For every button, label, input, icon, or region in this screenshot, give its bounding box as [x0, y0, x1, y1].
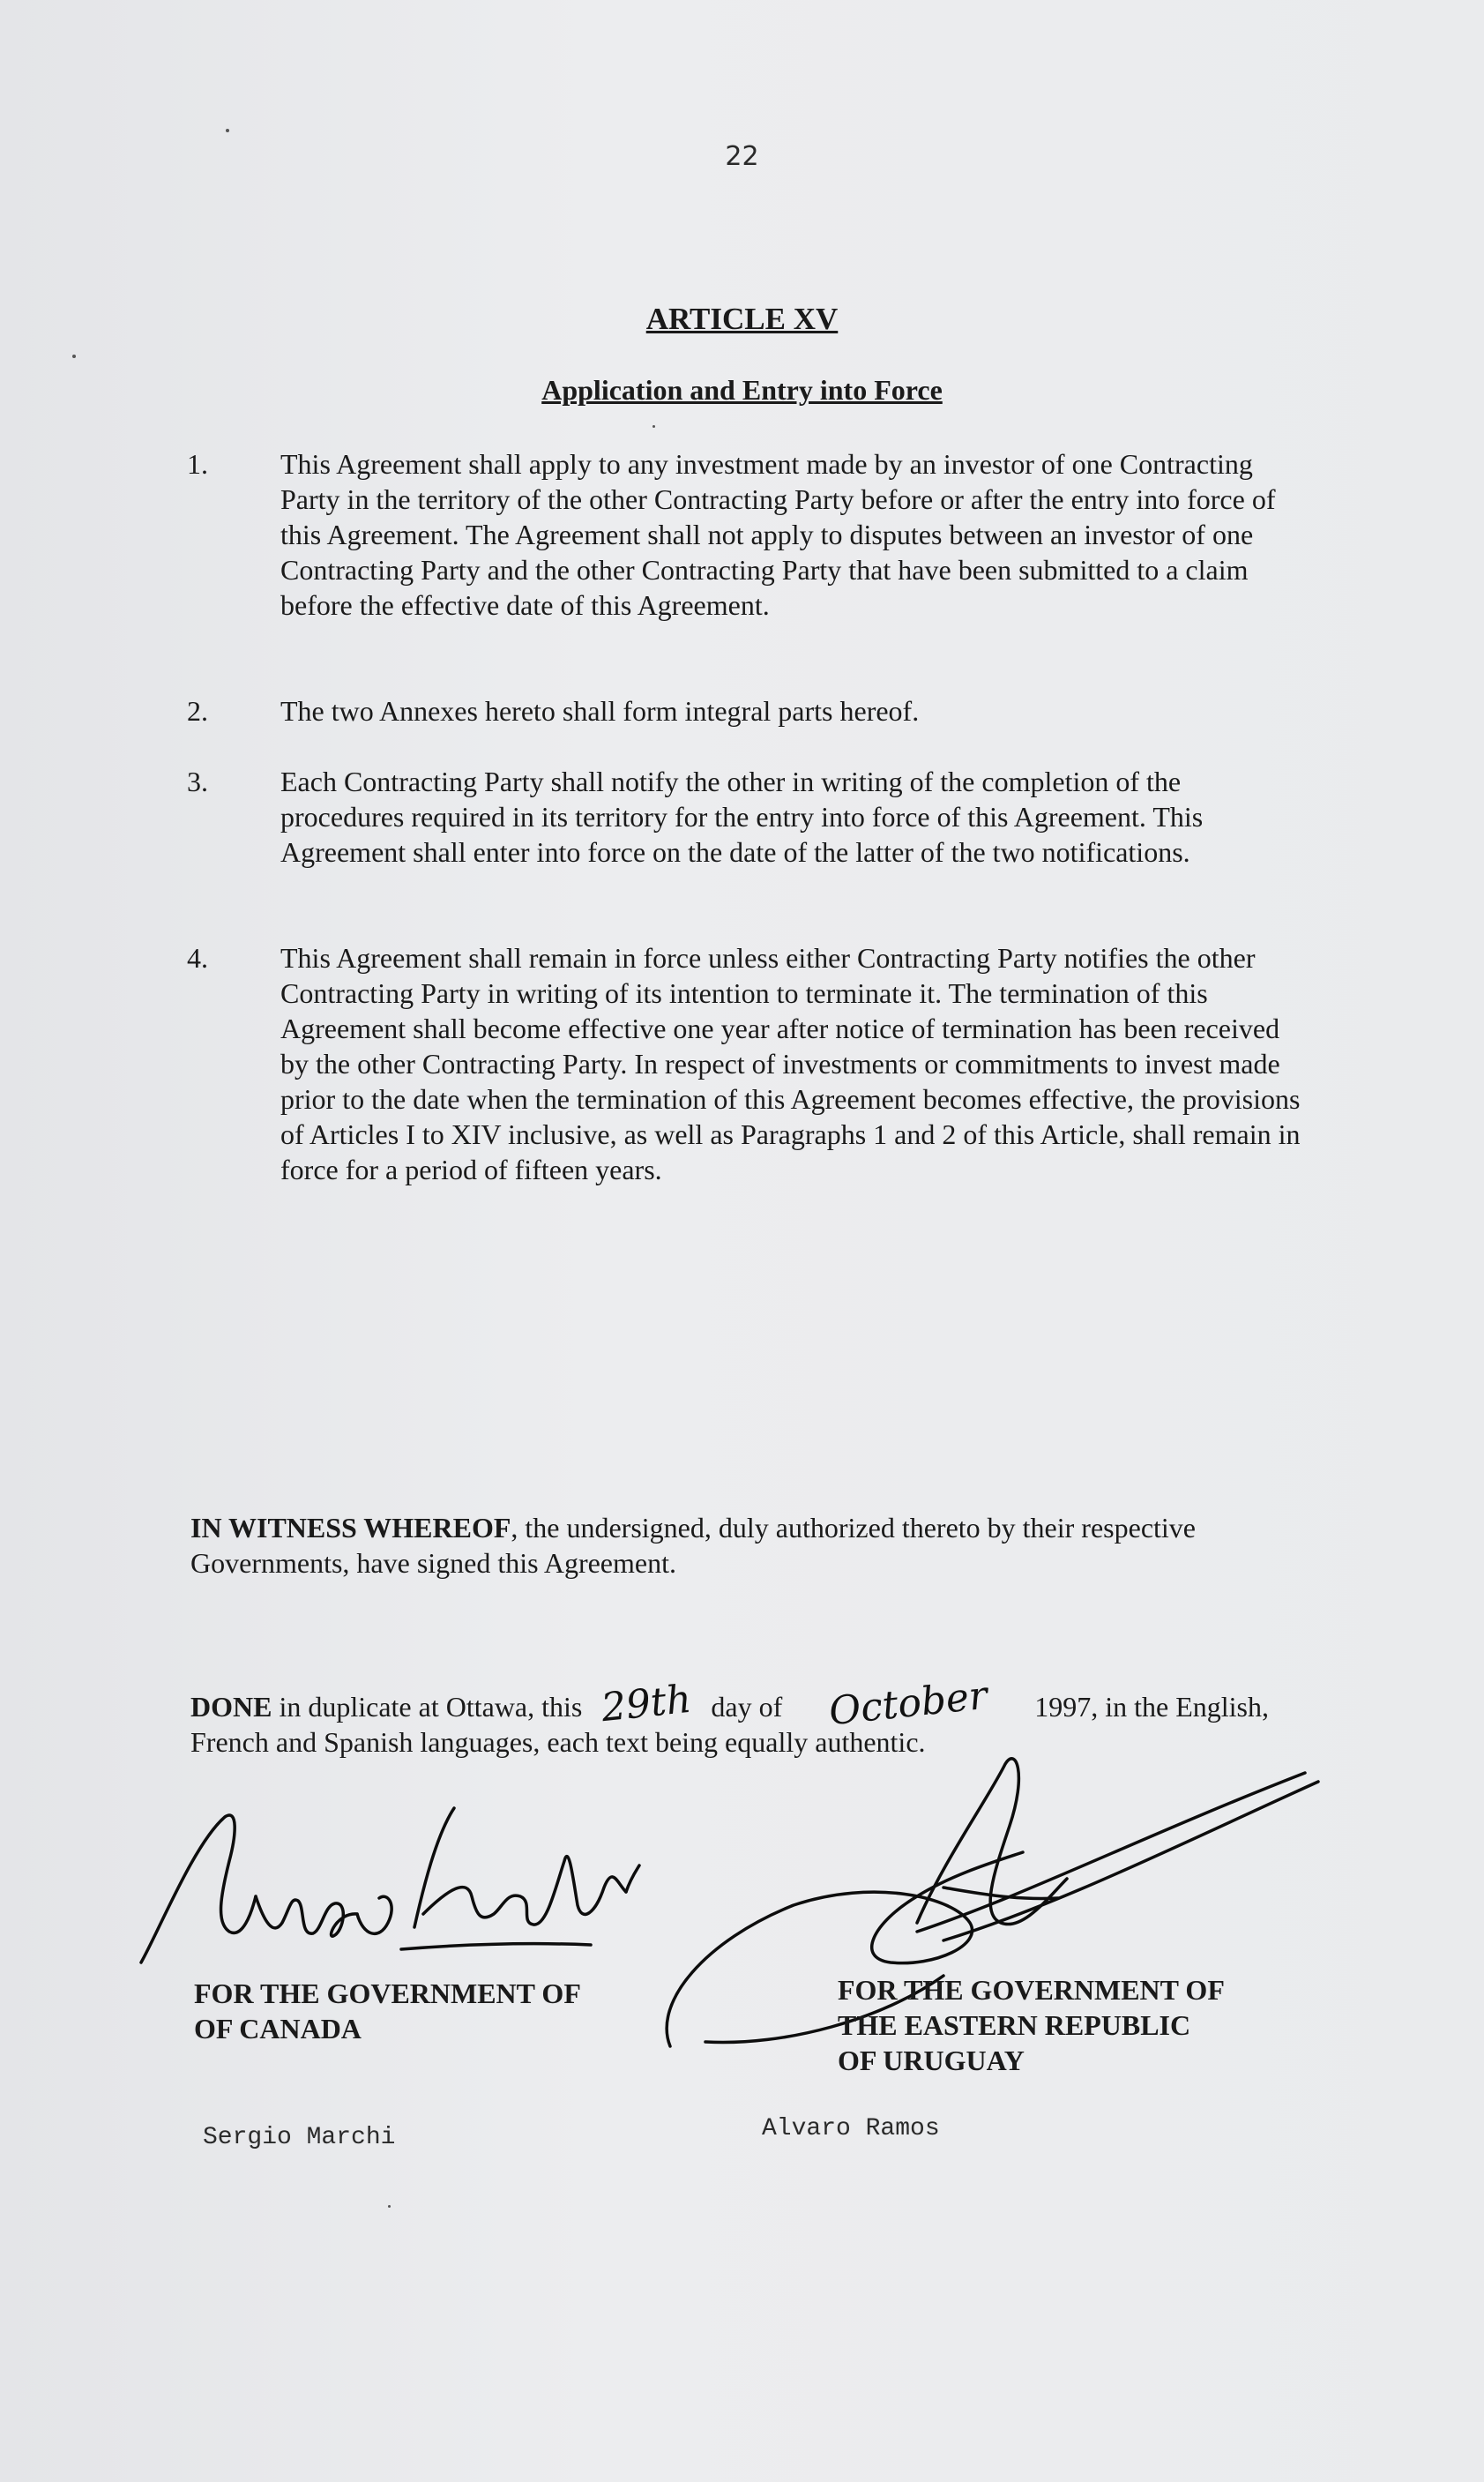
paragraph-text: The two Annexes hereto shall form integral parts hereof. — [280, 695, 920, 727]
paragraph-number: 2. — [187, 695, 208, 727]
paragraph-number: 3. — [187, 766, 208, 797]
paper-speck — [72, 355, 76, 358]
done-lead: DONE — [190, 1691, 272, 1723]
paragraph-4 — [187, 940, 1307, 1187]
signatory-canada — [194, 1976, 581, 2046]
handwritten-day: 29th — [599, 1676, 694, 1731]
signatory-line-2: THE EASTERN REPUBLIC — [838, 2009, 1191, 2041]
article-title: ARTICLE XV — [645, 302, 839, 336]
handwritten-month: October — [826, 1672, 990, 1735]
paragraph-3 — [187, 764, 1307, 870]
witness-text: , the undersigned, duly authorized thereto by their respective Governments, have signed this Agreement. — [190, 1512, 1196, 1579]
done-text-1: in duplicate at Ottawa, this — [272, 1691, 590, 1723]
paragraph-text: This Agreement shall remain in force unless either Contracting Party notifies the other Contracting Party in writing of its intention to terminate it. The termination of this Agreement shall become effective one year after notice of termination has been received by the other Contracting Party. In respect of investments or commitments to invest made prior to the date when the termination of this Agreement becomes effective, the provisions of Articles I to XIV inclusive, as well as Paragraphs 1 and 2 of this Article, shall remain in force for a period of fifteen years. — [280, 942, 1301, 1185]
paragraph-number: 4. — [187, 942, 208, 974]
signature-canada — [132, 1782, 697, 1993]
signatory-line-1: FOR THE GOVERNMENT OF — [194, 1977, 581, 2009]
paragraph-text: This Agreement shall apply to any investment made by an investor of one Contracting Party in the territory of the other Contracting Party before or after the entry into force of this Agreement. The Agreement shall not apply to disputes between an investor of one Contracting Party and the other Contracting Party that have been submitted to a claim before the effective date of this Agreement. — [280, 448, 1276, 621]
signatory-line-3: OF URUGUAY — [838, 2045, 1025, 2076]
paragraph-2 — [187, 693, 1307, 729]
witness-clause — [190, 1510, 1293, 1581]
paragraph-number: 1. — [187, 448, 208, 480]
article-subtitle: Application and Entry into Force — [541, 374, 943, 406]
typed-name-uruguay: Alvaro Ramos — [762, 2115, 940, 2142]
typed-name-canada: Sergio Marchi — [203, 2124, 396, 2151]
page-number: 22 — [725, 141, 759, 172]
paper-speck — [226, 129, 229, 132]
witness-lead: IN WITNESS WHEREOF — [190, 1512, 511, 1544]
paper-speck — [653, 425, 655, 428]
done-text-2: day of — [704, 1691, 790, 1723]
signatory-line-2: OF CANADA — [194, 2013, 362, 2045]
paragraph-text: Each Contracting Party shall notify the other in writing of the completion of the procedures required in its territory for the entry into force of this Agreement. This Agreement shall enter into force on the date of the latter of the two notifications. — [280, 766, 1204, 868]
done-text-3: 1997, in the English, French and Spanish languages, each text being equally authentic. — [190, 1691, 1269, 1758]
paper-speck — [388, 2205, 391, 2208]
paragraph-1 — [187, 446, 1307, 623]
signatory-line-1: FOR THE GOVERNMENT OF — [838, 1974, 1225, 2006]
done-clause — [190, 1672, 1328, 1760]
signatory-uruguay — [838, 1972, 1225, 2078]
